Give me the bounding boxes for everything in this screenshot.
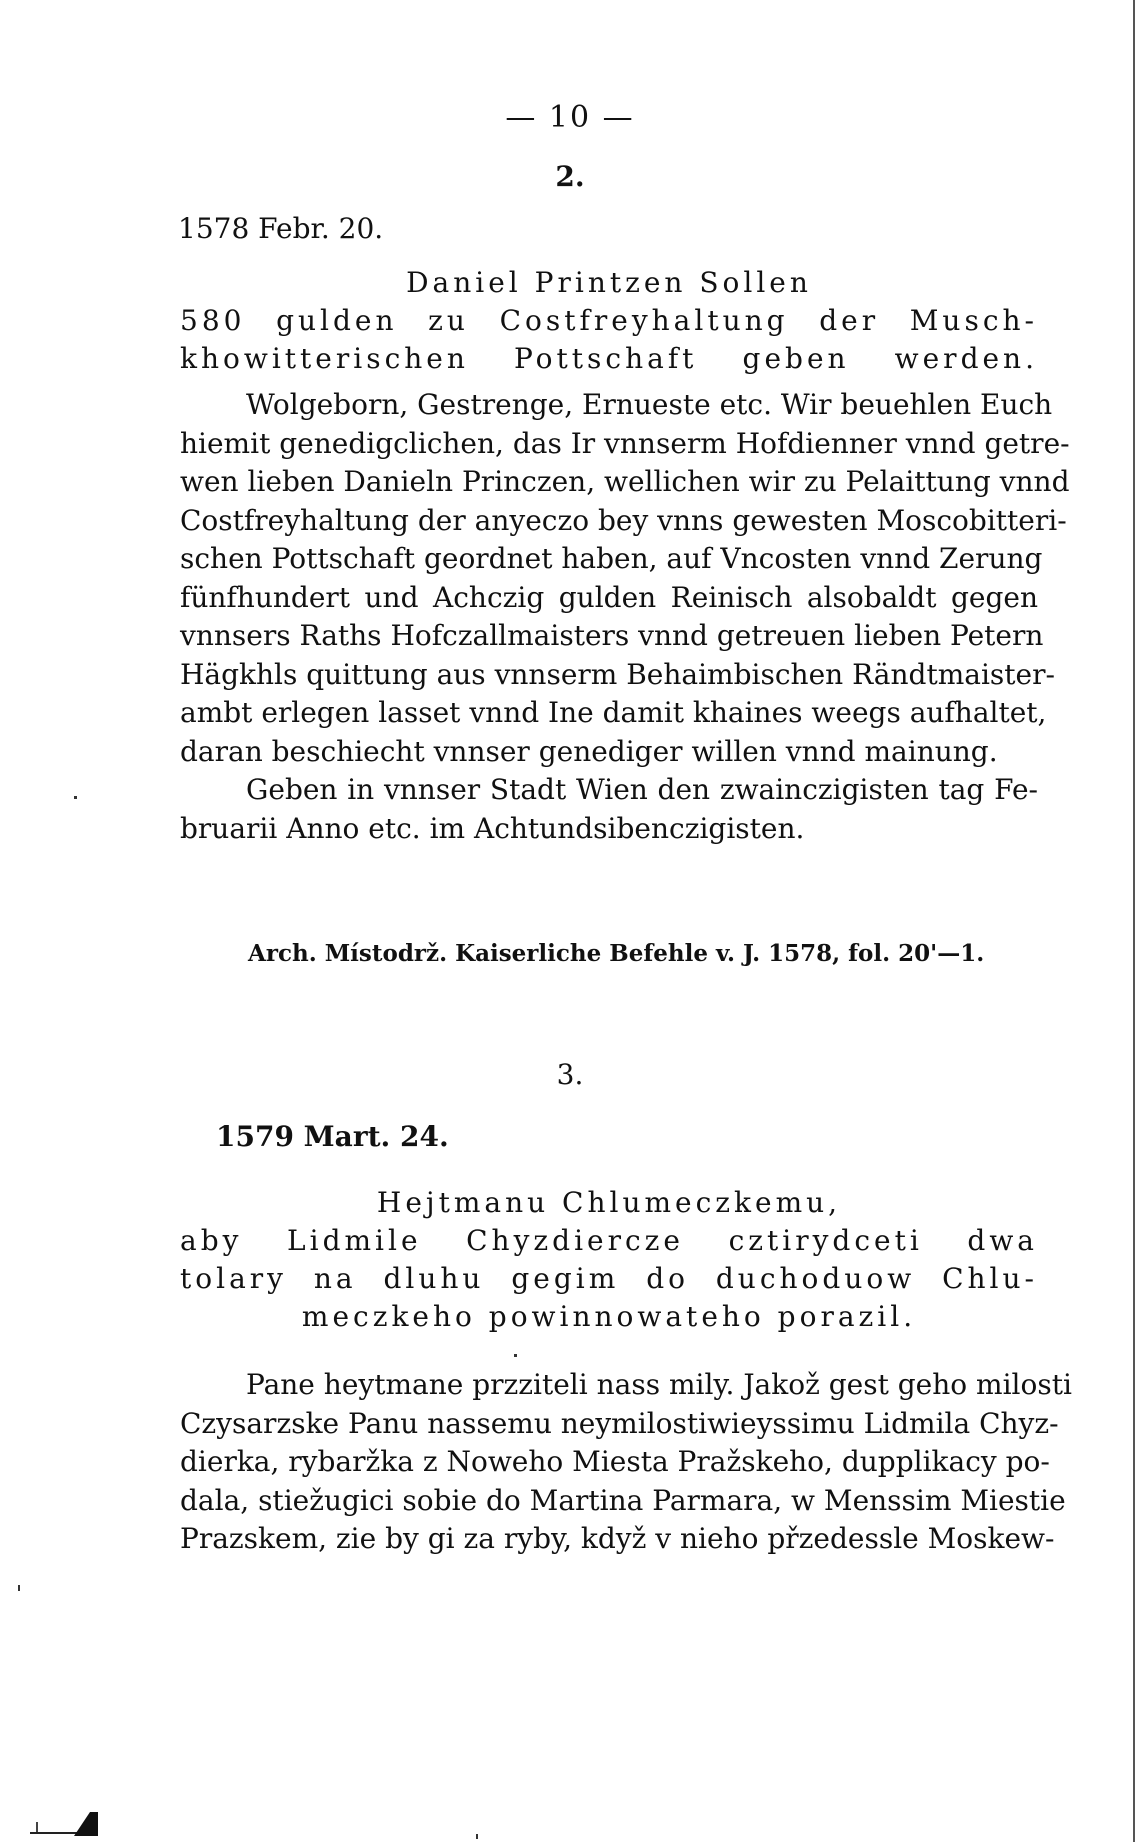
document-number-3: 3. — [556, 1058, 584, 1091]
body-line: hiemit genedigclichen, das Ir vnnserm Hofdienner vnnd getre- — [180, 426, 1070, 460]
scan-speck — [18, 1585, 20, 1591]
body-line: daran beschiecht vnnser genediger willen vnnd mainung. — [180, 734, 998, 768]
body-line: dala, stiežugici sobie do Martina Parmara, w Menssim Miestie — [180, 1483, 1066, 1517]
document-date-3: 1579 Mart. 24. — [216, 1120, 449, 1153]
body-line: dierka, rybaržka z Noweho Miesta Pražskeho, dupplikacy po- — [180, 1445, 1050, 1478]
body-line: bruarii Anno etc. im Achtundsibenczigisten. — [180, 811, 805, 845]
heading-line: aby Lidmile Chyzdiercze cztirydceti dwa — [180, 1224, 1038, 1257]
body-line: Prazskem, zie by gi za ryby, když v nieho přzedessle Moskew- — [180, 1522, 1055, 1555]
body-line: Pane heytmane przziteli nass mily. Jakož gest geho milosti — [246, 1368, 1072, 1401]
document-body-2 — [180, 386, 1070, 848]
body-line: schen Pottschaft geordnet haben, auf Vncosten vnnd Zerung — [180, 542, 1043, 575]
heading-line: 580 gulden zu Costfreyhaltung der Musch- — [180, 304, 1038, 337]
heading-line: meczkeho powinnowateho porazil. — [301, 1300, 917, 1333]
body-line: Czysarzske Panu nassemu neymilostiwieyssimu Lidmila Chyz- — [180, 1406, 1059, 1440]
document-body-3 — [180, 1366, 1072, 1559]
body-line: Wolgeborn, Gestrenge, Ernueste etc. Wir beuehlen Euch — [246, 388, 1053, 421]
scan-speck — [476, 1834, 478, 1839]
document-number-2: 2. — [555, 160, 585, 193]
body-line: fünfhundert und Achczig gulden Reinisch alsobaldt gegen — [180, 580, 1038, 614]
scan-speck — [74, 796, 77, 799]
body-line: Geben in vnnser Stadt Wien den zwainczigisten tag Fe- — [246, 773, 1038, 806]
document-heading-2 — [180, 264, 1038, 378]
scan-corner-mark — [30, 1810, 100, 1840]
scan-edge-line — [1133, 0, 1135, 1842]
body-line: Hägkhls quittung aus vnnserm Behaimbischen Rändtmaister- — [180, 657, 1055, 691]
body-line: wen lieben Danieln Princzen, wellichen wir zu Pelaittung vnnd — [180, 465, 1070, 498]
document-date-2: 1578 Febr. 20. — [178, 212, 384, 245]
document-heading-3 — [180, 1184, 1038, 1336]
page-number: — 10 — — [505, 100, 635, 135]
body-line: vnnsers Raths Hofczallmaisters vnnd getreuen lieben Petern — [180, 619, 1044, 652]
archive-source: Arch. Místodrž. Kaiserliche Befehle v. J. 1578, fol. 20'—1. — [248, 940, 985, 967]
body-line: Costfreyhaltung der anyeczo bey vnns gewesten Moscobitteri- — [180, 503, 1067, 537]
heading-line: Hejtmanu Chlumeczkemu, — [376, 1186, 842, 1219]
heading-line: tolary na dluhu gegim do duchoduow Chlu- — [180, 1262, 1038, 1295]
scan-speck — [514, 1354, 517, 1357]
heading-line: Daniel Printzen Sollen — [406, 266, 812, 299]
heading-line: khowitterischen Pottschaft geben werden. — [180, 342, 1038, 375]
body-line: ambt erlegen lasset vnnd Ine damit khaines weegs aufhaltet, — [180, 696, 1047, 729]
